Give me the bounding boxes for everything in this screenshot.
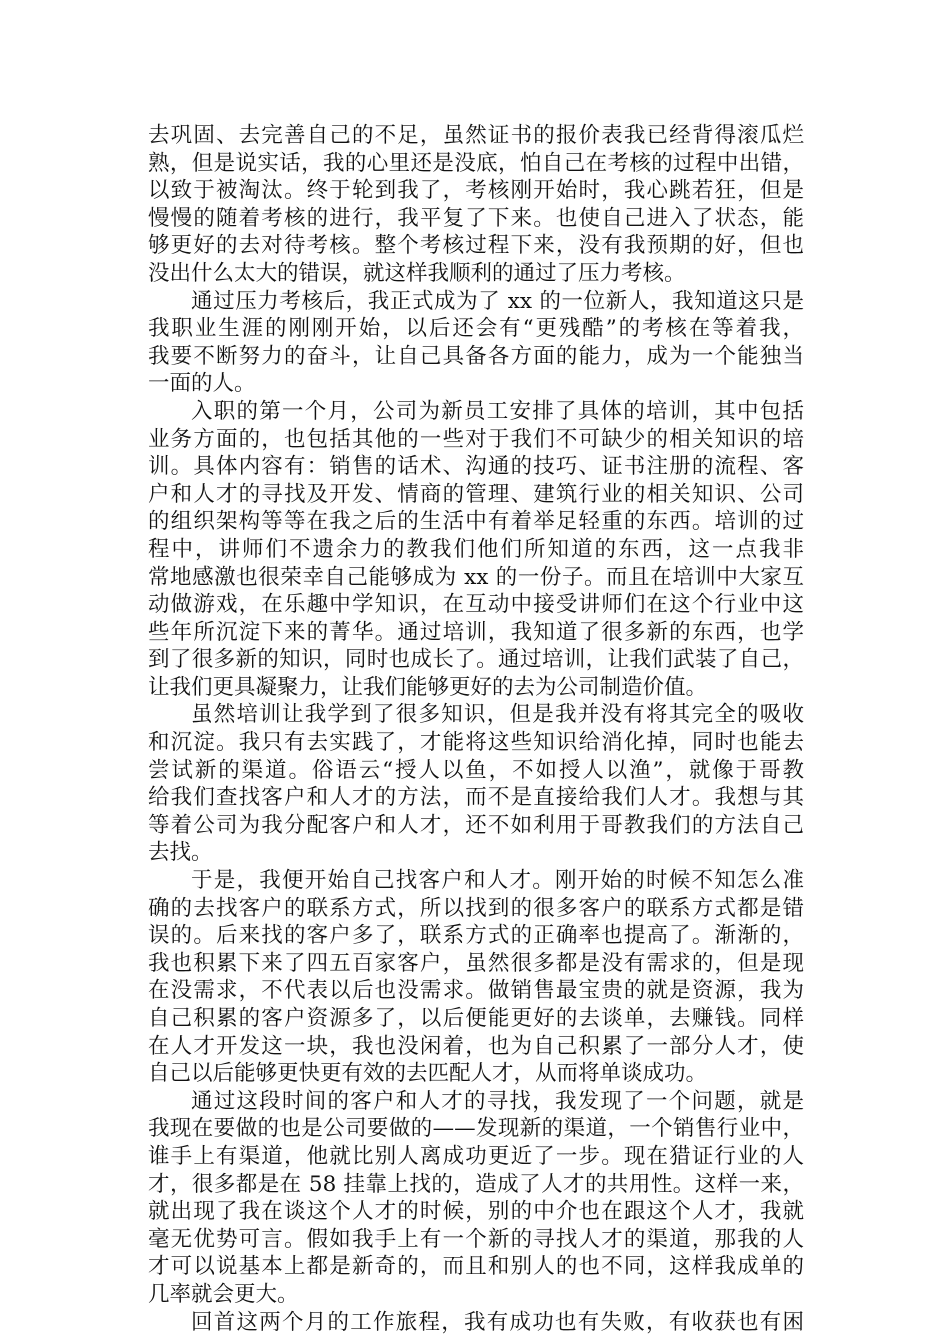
text-line: 训。具体内容有：销售的话术、沟通的技巧、证书注册的流程、客 [148, 454, 804, 480]
text-line: 动做游戏，在乐趣中学知识，在互动中接受讲师们在这个行业中这 [148, 592, 804, 618]
text-line: 常地感激也很荣幸自己能够成为 xx 的一份子。而且在培训中大家互 [148, 564, 804, 590]
text-line: 程中，讲师们不遗余力的教我们他们所知道的东西，这一点我非 [148, 536, 804, 562]
text-line: 去找。 [148, 840, 213, 866]
text-line: 确的去找客户的联系方式，所以找到的很多客户的联系方式都是错 [148, 895, 804, 921]
text-line: 到了很多新的知识，同时也成长了。通过培训，让我们武装了自己， [148, 647, 804, 673]
text-line: 入职的第一个月，公司为新员工安排了具体的培训，其中包括 [191, 398, 804, 424]
text-line: 才可以说基本上都是新奇的，而且和别人的也不同，这样我成单的 [148, 1254, 804, 1280]
text-line: 虽然培训让我学到了很多知识，但是我并没有将其完全的吸收 [191, 702, 804, 728]
text-line: 就出现了我在谈这个人才的时候，别的中介也在跟这个人才，我就 [148, 1199, 804, 1225]
text-line: 以致于被淘汰。终于轮到我了，考核刚开始时，我心跳若狂，但是 [148, 178, 804, 204]
text-line: 的组织架构等等在我之后的生活中有着举足轻重的东西。培训的过 [148, 509, 804, 535]
text-line: 我现在要做的也是公司要做的——发现新的渠道，一个销售行业中， [148, 1116, 804, 1142]
text-line: 给我们查找客户和人才的方法，而不是直接给我们人才。我想与其 [148, 785, 804, 811]
text-line: 几率就会更大。 [148, 1281, 299, 1307]
text-line: 慢慢的随着考核的进行，我平复了下来。也使自己进入了状态，能 [148, 205, 804, 231]
text-line: 回首这两个月的工作旅程，我有成功也有失败，有收获也有困 [191, 1309, 804, 1335]
text-line: 于是，我便开始自己找客户和人才。刚开始的时候不知怎么准 [191, 868, 804, 894]
text-line: 在人才开发这一块，我也没闲着，也为自己积累了一部分人才，使 [148, 1033, 804, 1059]
text-line: 熟，但是说实话，我的心里还是没底，怕自己在考核的过程中出错， [148, 150, 804, 176]
text-line: 去巩固、去完善自己的不足，虽然证书的报价表我已经背得滚瓜烂 [148, 123, 804, 148]
text-line: 户和人才的寻找及开发、情商的管理、建筑行业的相关知识、公司 [148, 481, 804, 507]
text-line: 自己积累的客户资源多了，以后便能更好的去谈单，去赚钱。同样 [148, 1006, 804, 1031]
text-line: 一面的人。 [148, 371, 256, 397]
text-line: 在没需求，不代表以后也没需求。做销售最宝贵的就是资源，我为 [148, 978, 804, 1004]
text-line: 我也积累下来了四五百家客户，虽然很多都是没有需求的，但是现 [148, 950, 804, 976]
text-line: 才，很多都是在 58 挂靠上找的，造成了人才的共用性。这样一来， [148, 1171, 804, 1197]
text-line: 误的。后来找的客户多了，联系方式的正确率也提高了。渐渐的， [148, 923, 804, 949]
text-line: 业务方面的，也包括其他的一些对于我们不可缺少的相关知识的培 [148, 426, 804, 452]
text-line: 我要不断努力的奋斗，让自己具备各方面的能力，成为一个能独当 [148, 343, 804, 369]
text-line: 谁手上有渠道，他就比别人离成功更近了一步。现在猎证行业的人 [148, 1143, 804, 1169]
text-line: 自己以后能够更快更有效的去匹配人才，从而将单谈成功。 [148, 1061, 708, 1087]
text-line: 通过压力考核后，我正式成为了 xx 的一位新人，我知道这只是 [191, 288, 804, 314]
text-line: 和沉淀。我只有去实践了，才能将这些知识给消化掉，同时也能去 [148, 730, 804, 756]
text-line: 我职业生涯的刚刚开始，以后还会有“更残酷”的考核在等着我， [148, 316, 804, 342]
text-line: 让我们更具凝聚力，让我们能够更好的去为公司制造价值。 [148, 674, 708, 700]
text-line: 够更好的去对待考核。整个考核过程下来，没有我预期的好，但也 [148, 233, 804, 259]
text-line: 通过这段时间的客户和人才的寻找，我发现了一个问题，就是 [191, 1088, 804, 1114]
text-line: 毫无优势可言。假如我手上有一个新的寻找人才的渠道，那我的人 [148, 1226, 804, 1252]
text-line: 等着公司为我分配客户和人才，还不如利用于哥教我们的方法自己 [148, 812, 804, 838]
text-line: 尝试新的渠道。俗语云“授人以鱼，不如授人以渔”，就像于哥教 [148, 757, 804, 783]
document-body [148, 122, 804, 1336]
text-line: 没出什么太大的错误，就这样我顺利的通过了压力考核。 [148, 260, 686, 286]
text-line: 些年所沉淀下来的菁华。通过培训，我知道了很多新的东西，也学 [148, 619, 804, 645]
